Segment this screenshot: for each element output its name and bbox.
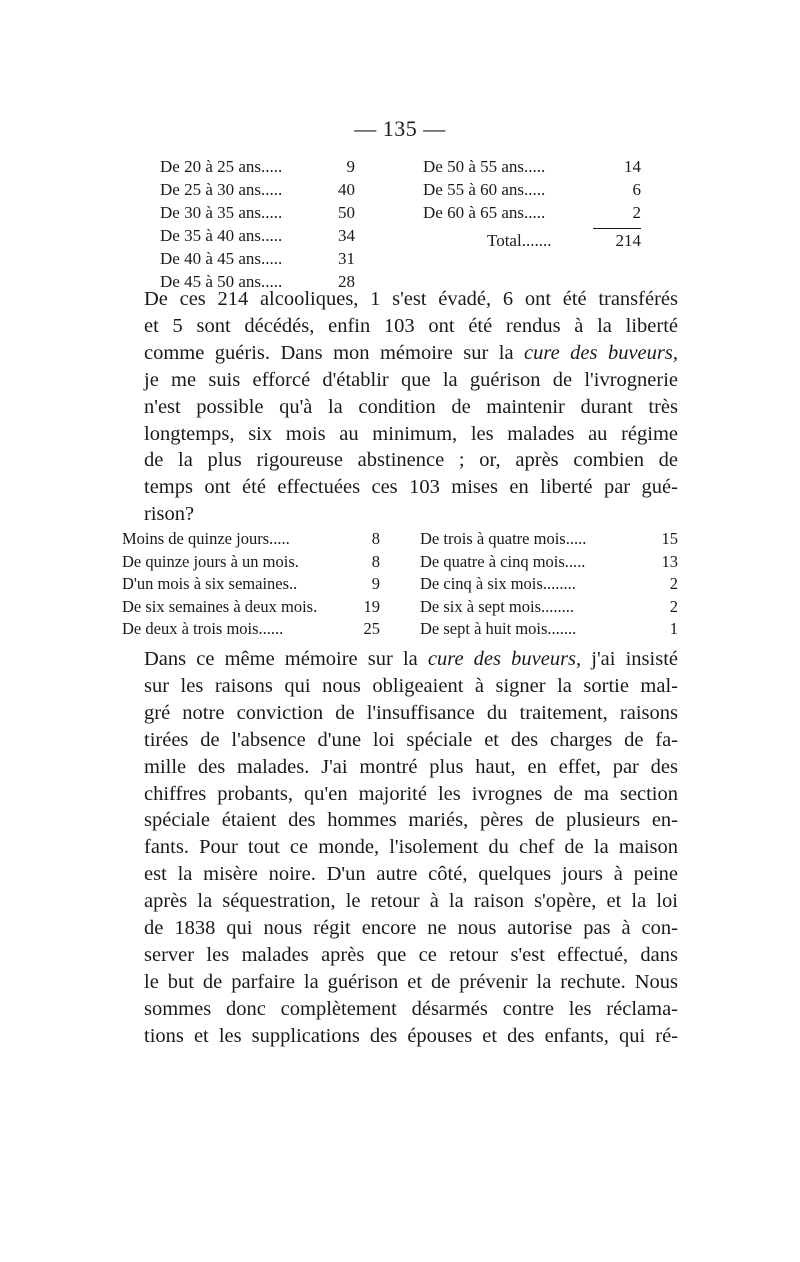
text-line: server les malades après que ce retour s'est effectué, dans bbox=[144, 943, 678, 966]
row-label: De six à sept mois........ bbox=[420, 596, 574, 616]
table-row bbox=[122, 618, 380, 641]
table-row bbox=[160, 178, 355, 201]
total-row bbox=[423, 229, 641, 252]
row-value: 14 bbox=[624, 157, 641, 176]
table-row bbox=[420, 528, 678, 551]
table-row bbox=[122, 528, 380, 551]
row-value: 50 bbox=[338, 203, 355, 222]
row-label: De 45 à 50 ans..... bbox=[160, 272, 283, 291]
text-line: et 5 sont décédés, enfin 103 ont été rendus à la liberté bbox=[144, 314, 678, 337]
row-value: 40 bbox=[338, 180, 355, 199]
row-label: De trois à quatre mois..... bbox=[420, 529, 587, 548]
row-label: De 20 à 25 ans..... bbox=[160, 157, 283, 176]
text-line: mille des malades. J'ai montré plus haut, en effet, par des bbox=[144, 755, 678, 778]
table-row bbox=[420, 596, 678, 619]
text-line: après la séquestration, le retour à la raison s'opère, et la loi bbox=[144, 890, 678, 913]
row-value: 9 bbox=[371, 574, 380, 593]
table-row bbox=[160, 201, 355, 224]
text-line bbox=[122, 646, 678, 673]
row-label: De 60 à 65 ans..... bbox=[423, 203, 546, 222]
text-segment: , j'ai insisté bbox=[576, 648, 678, 670]
age-table-left bbox=[160, 155, 355, 293]
row-value: 19 bbox=[363, 596, 380, 616]
text-line: est la misère noire. D'un autre côté, quelques jours à peine bbox=[144, 863, 678, 886]
row-value: 13 bbox=[661, 551, 678, 571]
text-line: temps ont été effectuées ces 103 mises en liberté par gué- bbox=[144, 476, 678, 499]
duration-table-right bbox=[420, 528, 678, 641]
row-value: 6 bbox=[632, 180, 641, 199]
age-table-right bbox=[423, 155, 641, 252]
row-label: De sept à huit mois....... bbox=[420, 619, 577, 638]
row-value: 25 bbox=[363, 619, 380, 638]
text-line: tirées de l'absence d'une loi spéciale et des charges de fa- bbox=[144, 728, 678, 751]
table-row bbox=[160, 155, 355, 178]
row-label: De cinq à six mois........ bbox=[420, 574, 576, 593]
row-value: 9 bbox=[346, 157, 355, 176]
total-value: 214 bbox=[615, 231, 641, 250]
row-label: Moins de quinze jours..... bbox=[122, 529, 290, 548]
text-segment: comme guéris. Dans mon mémoire sur la bbox=[144, 341, 525, 364]
row-value: 8 bbox=[371, 551, 380, 571]
duration-table-left bbox=[122, 528, 380, 641]
row-value: 2 bbox=[632, 203, 641, 222]
table-row bbox=[420, 573, 678, 596]
row-value: 1 bbox=[669, 619, 678, 638]
table-row bbox=[160, 224, 355, 247]
table-row bbox=[423, 201, 641, 224]
row-label: De 25 à 30 ans..... bbox=[160, 180, 283, 199]
table-row bbox=[122, 551, 380, 574]
table-row bbox=[423, 178, 641, 201]
text-line: je me suis efforcé d'établir que la guérison de l'ivrognerie bbox=[144, 368, 678, 391]
text-line: fants. Pour tout ce monde, l'isolement du chef de la maison bbox=[144, 836, 678, 859]
text-line: le but de parfaire la guérison et de prévenir la rechute. Nous bbox=[144, 970, 678, 993]
text-line: tions et les supplications des épouses et des enfants, qui ré- bbox=[144, 1024, 678, 1047]
row-label: De 55 à 60 ans..... bbox=[423, 180, 546, 199]
paragraph-2 bbox=[122, 646, 678, 1050]
text-line: rison? bbox=[144, 503, 195, 526]
row-value: 15 bbox=[661, 529, 678, 548]
row-value: 2 bbox=[669, 596, 678, 616]
text-line: spéciale étaient des hommes mariés, pères de plusieurs en- bbox=[144, 809, 678, 832]
table-row bbox=[122, 573, 380, 596]
table-row bbox=[420, 618, 678, 641]
row-label: De 30 à 35 ans..... bbox=[160, 203, 283, 222]
italic-title: cure des buveurs, bbox=[524, 341, 678, 364]
row-value: 31 bbox=[338, 249, 355, 268]
text-line: sur les raisons qui nous obligeaient à signer la sortie mal- bbox=[144, 674, 678, 697]
row-label: De 35 à 40 ans..... bbox=[160, 226, 283, 245]
italic-title: cure des buveurs bbox=[427, 648, 577, 670]
text-line: chiffres probants, qu'en majorité les ivrognes de ma section bbox=[144, 782, 678, 805]
row-value: 28 bbox=[338, 272, 355, 291]
text-line: De ces 214 alcooliques, 1 s'est évadé, 6 ont été transférés bbox=[144, 288, 678, 310]
row-label: De 40 à 45 ans..... bbox=[160, 249, 283, 268]
table-row bbox=[420, 551, 678, 574]
row-value: 8 bbox=[371, 529, 380, 548]
text-line: de 1838 qui nous régit encore ne nous autorise pas à con- bbox=[144, 917, 678, 940]
table-row bbox=[423, 155, 641, 178]
text-line bbox=[122, 340, 678, 367]
table-row bbox=[160, 247, 355, 270]
text-line: gré notre conviction de l'insuffisance du traitement, raisons bbox=[144, 701, 678, 724]
row-label: De deux à trois mois...... bbox=[122, 619, 284, 638]
total-label: Total....... bbox=[487, 231, 552, 250]
row-value: 34 bbox=[338, 226, 355, 245]
row-label: De six semaines à deux mois. bbox=[122, 596, 318, 616]
row-value: 2 bbox=[669, 574, 678, 593]
text-segment: Dans ce même mémoire sur la bbox=[144, 648, 428, 670]
text-line: de la plus rigoureuse abstinence ; or, après combien de bbox=[144, 449, 678, 472]
paragraph-1 bbox=[122, 286, 678, 528]
row-label: De quatre à cinq mois..... bbox=[420, 551, 586, 571]
text-line: longtemps, six mois au minimum, les malades au régime bbox=[144, 422, 678, 445]
row-label: D'un mois à six semaines.. bbox=[122, 574, 298, 593]
table-row bbox=[122, 596, 380, 619]
row-label: De quinze jours à un mois. bbox=[122, 551, 299, 571]
row-label: De 50 à 55 ans..... bbox=[423, 157, 546, 176]
text-line: sommes donc complètement désarmés contre les réclama- bbox=[144, 997, 678, 1020]
page-number: — 135 — bbox=[354, 116, 446, 141]
text-line: n'est possible qu'à la condition de maintenir durant très bbox=[144, 395, 678, 418]
